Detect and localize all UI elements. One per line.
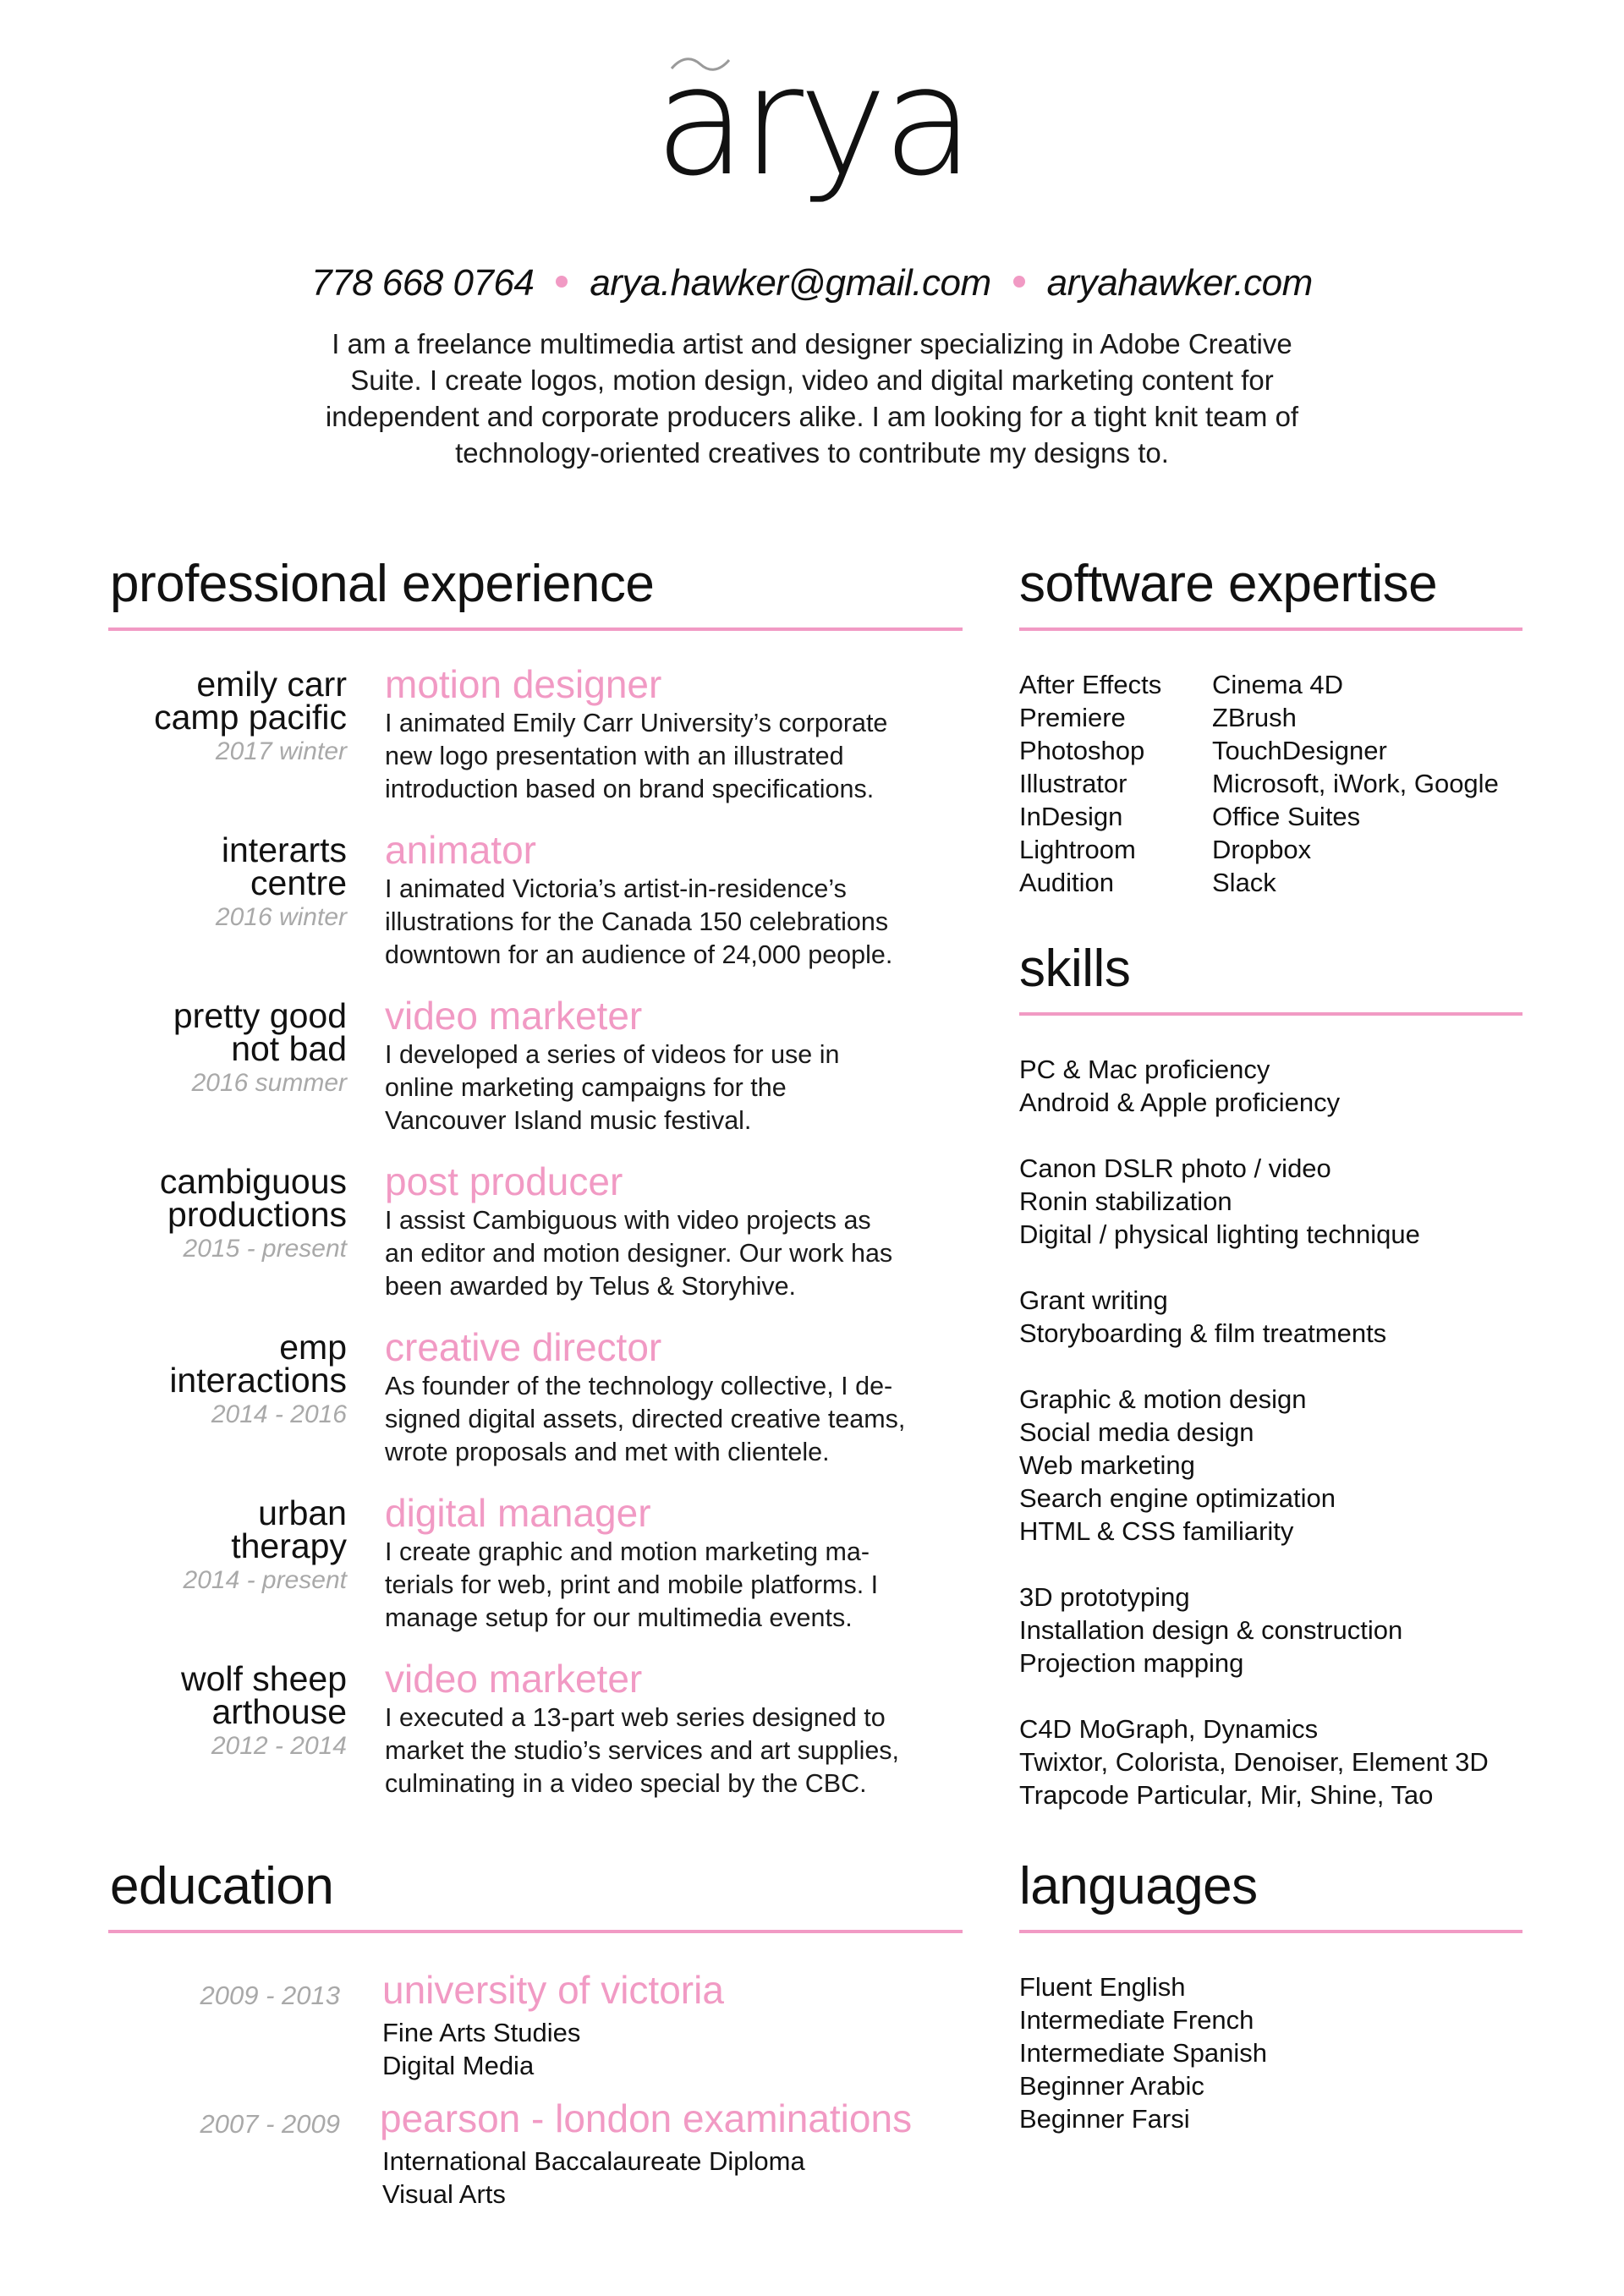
text-line: terials for web, print and mobile platforms. I	[385, 1570, 879, 1599]
text-line: I assist Cambiguous with video projects as	[385, 1206, 871, 1235]
education-rule	[108, 1930, 963, 1933]
job-role: video marketer	[385, 994, 643, 1038]
text-line: wolf sheep	[180, 1659, 347, 1698]
text-line: Vancouver Island music festival.	[385, 1106, 752, 1135]
software-item: Dropbox	[1212, 835, 1312, 864]
software-item: Photoshop	[1019, 736, 1145, 765]
text-line: wrote proposals and met with clientele.	[385, 1438, 830, 1466]
job-years: 2012 - 2014	[211, 1732, 347, 1760]
job-company	[8, 1328, 347, 1433]
skill-group	[1019, 1053, 1489, 1119]
skill-group	[1019, 1284, 1489, 1350]
language-item: Beginner Farsi	[1019, 2104, 1190, 2134]
software-item: ZBrush	[1212, 703, 1297, 732]
job-role: animator	[385, 828, 536, 872]
text-line: downtown for an audience of 24,000 people.	[385, 940, 893, 969]
contact-line	[0, 262, 1624, 304]
software-item: Audition	[1019, 868, 1115, 897]
text-line: pretty good	[173, 996, 347, 1035]
text-line: emp	[279, 1328, 347, 1367]
software-item: After Effects	[1019, 670, 1162, 699]
job-description	[385, 1038, 977, 1137]
education-details	[382, 2145, 805, 2211]
skill-group	[1019, 1152, 1489, 1251]
intro-paragraph	[237, 326, 1387, 471]
job-company	[8, 830, 347, 935]
software-heading: software expertise	[1019, 555, 1438, 613]
job-years: 2014 - present	[183, 1566, 347, 1594]
text-line: Fine Arts Studies	[382, 2018, 581, 2047]
job-company	[8, 996, 347, 1101]
skill-item: 3D prototyping	[1019, 1582, 1190, 1612]
skill-item: Storyboarding & film treatments	[1019, 1318, 1387, 1348]
skill-group	[1019, 1712, 1489, 1811]
text-line: market the studio’s services and art supplies,	[385, 1736, 900, 1765]
languages-heading: languages	[1019, 1857, 1258, 1915]
job-role: post producer	[385, 1159, 623, 1203]
text-line: As founder of the technology collective, I de-	[385, 1372, 893, 1400]
job-years: 2015 - present	[183, 1235, 347, 1263]
software-item: Cinema 4D	[1212, 670, 1344, 699]
job-company	[8, 1493, 347, 1598]
software-column-2	[1212, 668, 1499, 899]
text-line: manage setup for our multimedia events.	[385, 1603, 853, 1632]
text-line: camp pacific	[154, 698, 347, 737]
text-line: arthouse	[211, 1692, 347, 1731]
software-column-1	[1019, 668, 1161, 899]
skill-item: Social media design	[1019, 1417, 1254, 1447]
phone-number[interactable]: 778 668 0764	[311, 262, 535, 304]
text-line: Visual Arts	[382, 2179, 506, 2209]
text-line: online marketing campaigns for the	[385, 1073, 787, 1102]
job-description	[385, 707, 977, 806]
software-item: Microsoft, iWork, Google	[1212, 769, 1499, 798]
name-text: arya	[654, 34, 970, 209]
job-description	[385, 1204, 977, 1303]
intro-line: independent and corporate producers alike. I am looking for a tight knit team of	[325, 401, 1299, 432]
skill-item: PC & Mac proficiency	[1019, 1055, 1270, 1084]
text-line: an editor and motion designer. Our work has	[385, 1239, 893, 1268]
text-line: I animated Victoria’s artist-in-residence’s	[385, 874, 847, 903]
tilde-mark	[670, 55, 731, 74]
text-line: signed digital assets, directed creative teams,	[385, 1405, 906, 1433]
software-rule	[1019, 627, 1522, 631]
text-line: therapy	[231, 1526, 347, 1565]
intro-line: technology-oriented creatives to contribute my designs to.	[455, 437, 1169, 469]
job-role: creative director	[385, 1325, 662, 1369]
text-line: urban	[258, 1493, 347, 1532]
skill-item: Trapcode Particular, Mir, Shine, Tao	[1019, 1780, 1434, 1810]
skill-item: Graphic & motion design	[1019, 1384, 1307, 1414]
education-details	[382, 2016, 580, 2082]
intro-line: Suite. I create logos, motion design, video and digital marketing content for	[350, 364, 1274, 396]
skill-item: Canon DSLR photo / video	[1019, 1153, 1331, 1183]
skill-item: Twixtor, Colorista, Denoiser, Element 3D	[1019, 1747, 1489, 1777]
job-role: motion designer	[385, 662, 662, 706]
languages-list	[1019, 1970, 1267, 2135]
job-description	[385, 873, 977, 972]
skill-group	[1019, 1581, 1489, 1680]
software-item: Office Suites	[1212, 802, 1361, 831]
software-item: TouchDesigner	[1212, 736, 1387, 765]
header	[0, 34, 1624, 209]
text-line: introduction based on brand specifications.	[385, 775, 875, 803]
text-line: centre	[250, 863, 347, 902]
software-item: Lightroom	[1019, 835, 1136, 864]
text-line: I animated Emily Carr University’s corporate	[385, 709, 888, 737]
software-item: Illustrator	[1019, 769, 1127, 798]
text-line: cambiguous	[159, 1162, 347, 1201]
software-item: InDesign	[1019, 802, 1123, 831]
job-company	[8, 665, 347, 770]
email-link[interactable]: arya.hawker@gmail.com	[590, 262, 991, 304]
text-line: I developed a series of videos for use in	[385, 1040, 840, 1069]
text-line: been awarded by Telus & Storyhive.	[385, 1272, 797, 1301]
separator-dot-icon	[1013, 276, 1025, 288]
skill-item: Installation design & construction	[1019, 1615, 1403, 1645]
software-item: Slack	[1212, 868, 1276, 897]
job-description	[385, 1370, 977, 1469]
skills-rule	[1019, 1012, 1522, 1016]
education-years: 2007 - 2009	[200, 2109, 340, 2139]
text-line: new logo presentation with an illustrated	[385, 742, 844, 770]
job-role: video marketer	[385, 1657, 643, 1701]
skill-item: Web marketing	[1019, 1450, 1195, 1480]
education-heading: education	[110, 1857, 334, 1915]
text-line: not bad	[231, 1029, 347, 1068]
skills-heading: skills	[1019, 940, 1131, 998]
education-years: 2009 - 2013	[200, 1981, 340, 2010]
job-role: digital manager	[385, 1491, 651, 1535]
job-company	[8, 1162, 347, 1267]
job-years: 2017 winter	[215, 737, 347, 765]
website-link[interactable]: aryahawker.com	[1046, 262, 1313, 304]
skill-group	[1019, 1383, 1489, 1548]
education-school: university of victoria	[382, 1968, 724, 2012]
skill-item: Search engine optimization	[1019, 1483, 1336, 1513]
job-years: 2016 winter	[215, 903, 347, 931]
text-line: interarts	[221, 830, 347, 869]
language-item: Beginner Arabic	[1019, 2071, 1204, 2101]
text-line: illustrations for the Canada 150 celebrations	[385, 907, 889, 936]
skills-list	[1019, 1053, 1489, 1844]
skill-item: HTML & CSS familiarity	[1019, 1516, 1294, 1546]
education-school: pearson - london examinations	[380, 2096, 913, 2140]
job-description	[385, 1536, 977, 1635]
skill-item: Ronin stabilization	[1019, 1186, 1232, 1216]
skill-item: Projection mapping	[1019, 1648, 1244, 1678]
skill-item: C4D MoGraph, Dynamics	[1019, 1714, 1319, 1744]
language-item: Intermediate French	[1019, 2005, 1254, 2035]
text-line: I executed a 13-part web series designed to	[385, 1703, 886, 1732]
software-item: Premiere	[1019, 703, 1126, 732]
skill-item: Grant writing	[1019, 1285, 1168, 1315]
job-years: 2016 summer	[191, 1069, 347, 1097]
job-description	[385, 1701, 977, 1800]
text-line: culminating in a video special by the CBC.	[385, 1769, 867, 1798]
job-years: 2014 - 2016	[211, 1400, 347, 1428]
job-company	[8, 1659, 347, 1764]
skill-item: Android & Apple proficiency	[1019, 1088, 1341, 1117]
intro-line: I am a freelance multimedia artist and designer specializing in Adobe Creative	[332, 328, 1292, 359]
text-line: International Baccalaureate Diploma	[382, 2146, 805, 2176]
text-line: productions	[167, 1195, 347, 1234]
skill-item: Digital / physical lighting technique	[1019, 1219, 1420, 1249]
text-line: I create graphic and motion marketing ma-	[385, 1537, 870, 1566]
text-line: Digital Media	[382, 2051, 535, 2080]
language-item: Fluent English	[1019, 1972, 1186, 2002]
language-item: Intermediate Spanish	[1019, 2038, 1267, 2068]
experience-heading: professional experience	[110, 555, 655, 613]
separator-dot-icon	[556, 276, 568, 288]
languages-rule	[1019, 1930, 1522, 1933]
name-logo	[654, 34, 970, 209]
text-line: interactions	[169, 1361, 347, 1400]
experience-rule	[108, 627, 963, 631]
text-line: emily carr	[196, 665, 347, 704]
